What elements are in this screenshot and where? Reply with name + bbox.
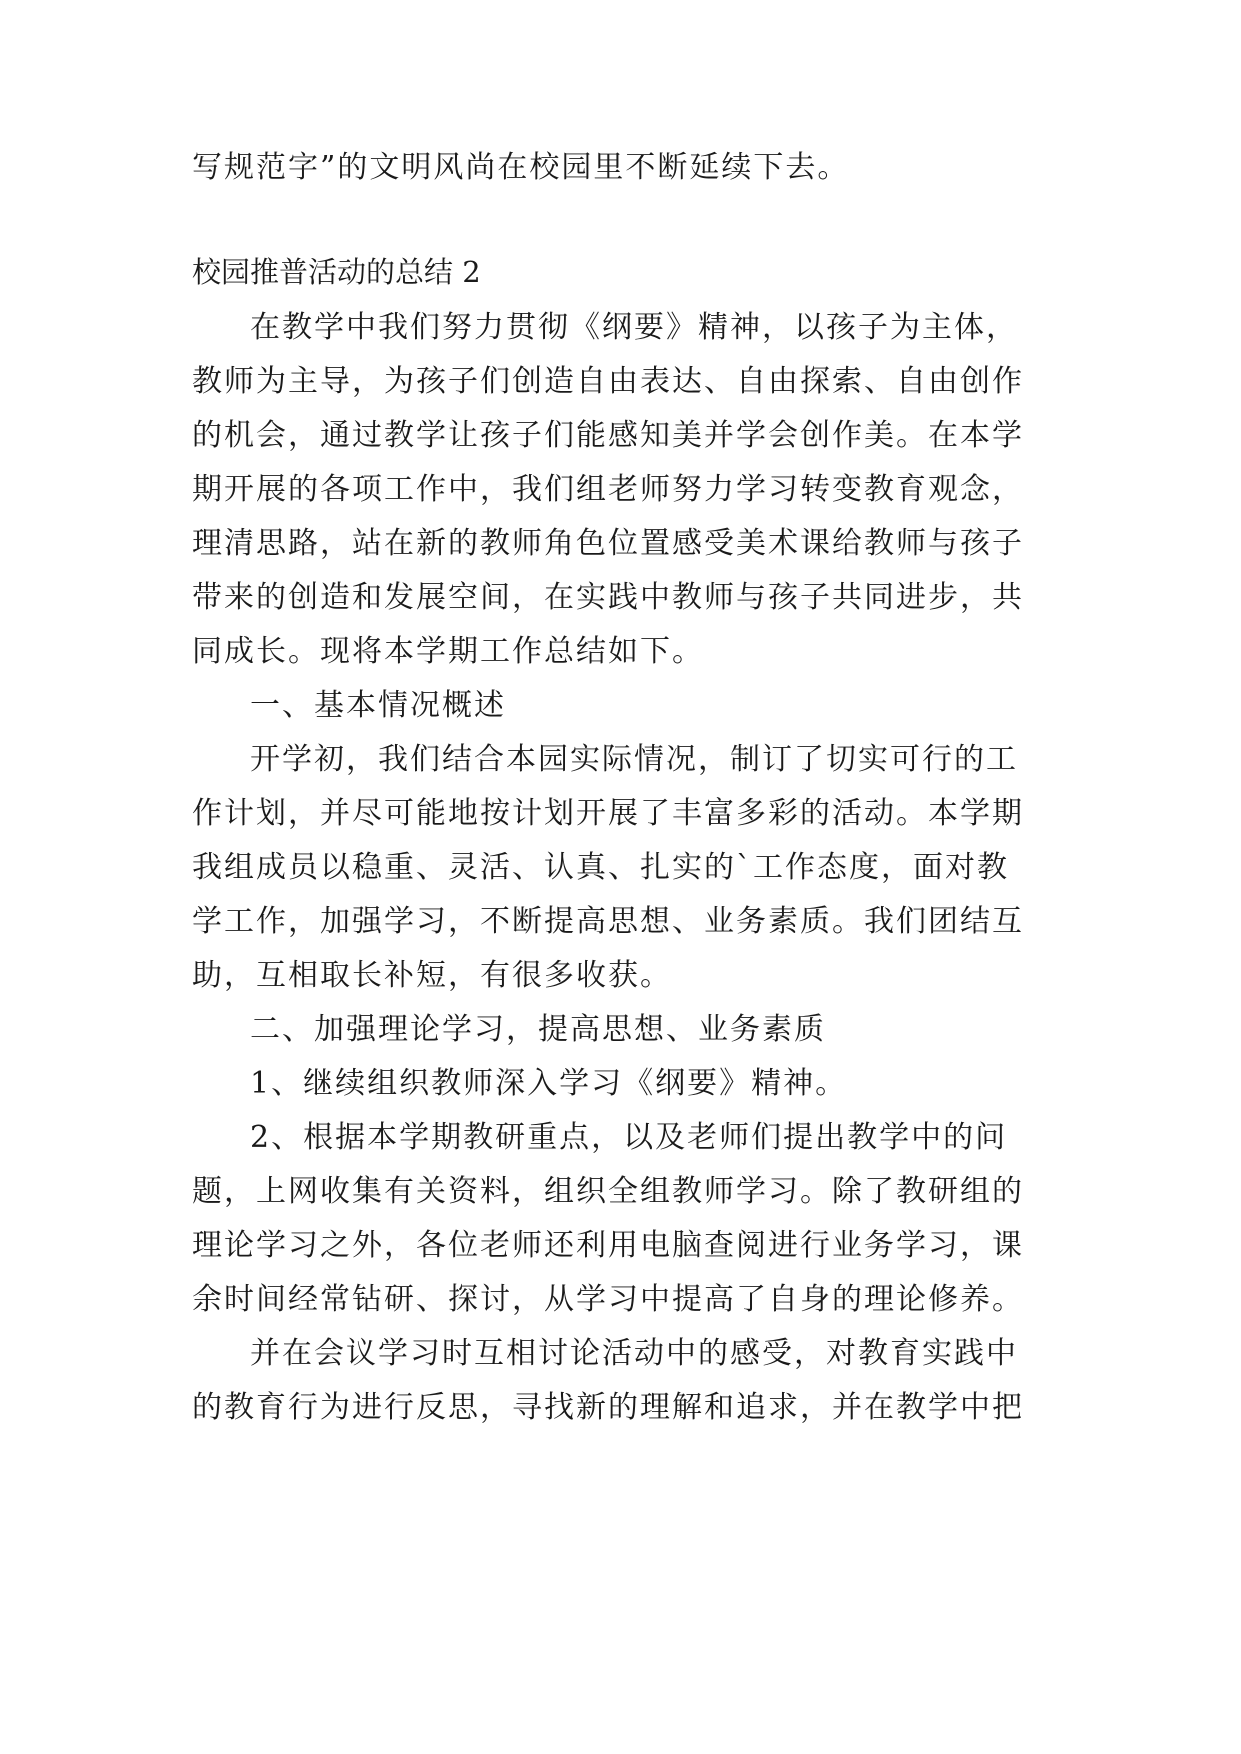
text-line: 写规范字”的文明风尚在校园里不断延续下去。 [192,150,850,185]
text-line: 并在会议学习时互相讨论活动中的感受，对教育实践中 [250,1336,1018,1371]
text-line: 期开展的各项工作中，我们组老师努力学习转变教育观念， [192,472,1024,507]
text-line: 学工作，加强学习，不断提高思想、业务素质。我们团结互 [192,904,1024,939]
text-line: 题，上网收集有关资料，组织全组教师学习。除了教研组的 [192,1174,1024,1209]
text-line: 同成长。现将本学期工作总结如下。 [192,634,704,669]
subheading: 二、加强理论学习，提高思想、业务素质 [250,1012,826,1047]
text-line: 余时间经常钻研、探讨，从学习中提高了自身的理论修养。 [192,1282,1024,1317]
text-line: 开学初，我们结合本园实际情况，制订了切实可行的工 [250,742,1018,777]
text-line: 的教育行为进行反思，寻找新的理解和追求，并在教学中把 [192,1390,1024,1425]
text-line: 理论学习之外，各位老师还利用电脑查阅进行业务学习，课 [192,1228,1024,1263]
text-line: 作计划，并尽可能地按计划开展了丰富多彩的活动。本学期 [192,796,1024,831]
list-item: 2、根据本学期教研重点，以及老师们提出教学中的问 [250,1120,1008,1155]
subheading: 一、基本情况概述 [250,688,506,723]
text-line: 助，互相取长补短，有很多收获。 [192,958,672,993]
text-line: 在教学中我们努力贯彻《纲要》精神，以孩子为主体， [250,310,1018,345]
text-line: 的机会，通过教学让孩子们能感知美并学会创作美。在本学 [192,418,1024,453]
text-line: 我组成员以稳重、灵活、认真、扎实的`工作态度，面对教 [192,850,1009,885]
text-line: 带来的创造和发展空间，在实践中教师与孩子共同进步，共 [192,580,1024,615]
text-line: 理清思路，站在新的教师角色位置感受美术课给教师与孩子 [192,526,1024,561]
text-line: 教师为主导，为孩子们创造自由表达、自由探索、自由创作 [192,364,1024,399]
list-item: 1、继续组织教师深入学习《纲要》精神。 [250,1066,848,1101]
section-heading: 校园推普活动的总结 2 [192,255,481,289]
